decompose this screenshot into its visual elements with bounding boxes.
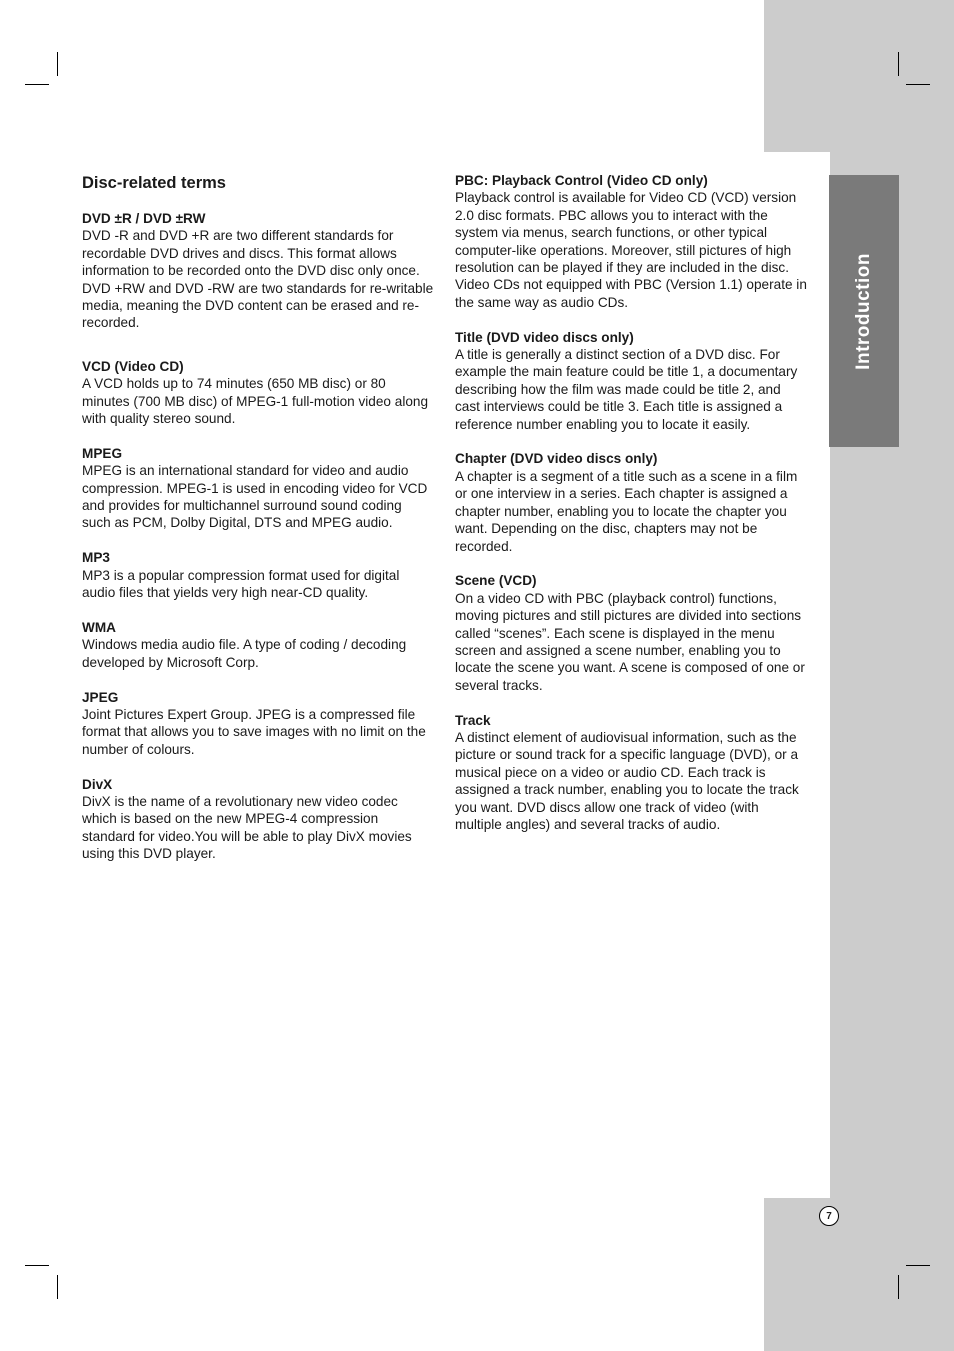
crop-mark <box>898 1275 899 1299</box>
term-body: A title is generally a distinct section of a DVD disc. For example the main feature could be title 1, a documentary describing how the film was made could be title 2, and cast interviews could be title 3. Each title is assigned a reference number enabling you to locate it easily. <box>455 347 798 432</box>
crop-mark <box>25 84 49 85</box>
term-body: MPEG is an international standard for video and audio compression. MPEG-1 is used in encoding video for VCD and provides for multichannel surround sound coding such as PCM, Dolby Digital, DTS and MPEG audio. <box>82 463 428 531</box>
crop-mark <box>57 52 58 76</box>
crop-mark <box>57 1275 58 1299</box>
term-wma <box>82 619 434 671</box>
term-dvd-r-rw <box>82 210 434 332</box>
term-pbc <box>455 172 807 311</box>
term-title: VCD (Video CD) <box>82 358 184 374</box>
crop-mark <box>906 84 930 85</box>
term-chapter <box>455 450 807 554</box>
term-scene <box>455 572 807 694</box>
term-track <box>455 712 807 834</box>
right-column <box>455 172 807 851</box>
term-mp3 <box>82 549 434 601</box>
term-title: DivX <box>82 776 113 792</box>
term-title: Scene (VCD) <box>455 573 537 589</box>
section-tab-label-wrap <box>829 175 899 447</box>
term-title: PBC: Playback Control (Video CD only) <box>455 173 708 188</box>
term-title-dvd <box>455 329 807 433</box>
term-body: A distinct element of audiovisual information, such as the picture or sound track for a specific language (DVD), or a musical piece on a video or audio CD. Each track is assigned a track number, enabling you to locate the track you want. DVD discs allow one track of video (with multiple angles) and several tracks of audio. <box>455 729 799 832</box>
term-body: On a video CD with PBC (playback control) functions, moving pictures and still pictures are divided into sections called “scenes”. Each scene is displayed in the menu screen and assigned a scene number, enabling you to locate the scene you want. A scene is composed of one or several tracks. <box>455 590 805 693</box>
section-tab-label: Introduction <box>853 252 874 370</box>
term-body: Windows media audio file. A type of coding / decoding developed by Microsoft Corp. <box>82 637 407 670</box>
page-number: 7 <box>819 1206 839 1226</box>
section-title: Disc-related terms <box>82 174 226 192</box>
term-body: Playback control is available for Video CD (VCD) version 2.0 disc formats. PBC allows you to interact with the system via menus, search functions, or other typical computer-like operations. Moreover, still pictures of high resolution can be played if they are included in the disc. Video CDs not equipped with PBC (Version 1.1) operate in the same way as audio CDs. <box>455 190 807 310</box>
term-jpeg <box>82 689 434 759</box>
term-body: A VCD holds up to 74 minutes (650 MB disc) or 80 minutes (700 MB disc) of MPEG-1 full-motion video along with quality stereo sound. <box>82 376 429 427</box>
term-title: Chapter (DVD video discs only) <box>455 451 658 467</box>
crop-mark <box>906 1265 930 1266</box>
left-column <box>82 172 434 880</box>
term-title: MP3 <box>82 550 110 566</box>
term-title: Title (DVD video discs only) <box>455 329 634 345</box>
term-body: Joint Pictures Expert Group. JPEG is a compressed file format that allows you to save images with no limit on the number of colours. <box>82 706 426 757</box>
term-body: A chapter is a segment of a title such as a scene in a film or one interview in a series. Each chapter is assigned a chapter number, enabling you to locate the chapter you want. Depending on the disc, chapters may not be recorded. <box>455 468 798 554</box>
term-title: Track <box>455 712 491 728</box>
term-body: DivX is the name of a revolutionary new video codec which is based on the new MPEG-4 compression standard for video.You will be able to play DivX movies using this DVD player. <box>82 793 412 862</box>
term-divx <box>82 776 434 863</box>
term-body: MP3 is a popular compression format used for digital audio files that yields very high near-CD quality. <box>82 567 400 601</box>
term-mpeg <box>82 445 434 532</box>
term-title: DVD ±R / DVD ±RW <box>82 211 206 226</box>
term-title: WMA <box>82 619 116 635</box>
term-body: DVD -R and DVD +R are two different standards for recordable DVD drives and discs. This format allows information to be recorded onto the DVD disc only once. DVD +RW and DVD -RW are two standards for re-writable media, meaning the DVD content can be erased and re-recorded. <box>82 228 434 331</box>
term-title: JPEG <box>82 689 119 705</box>
crop-mark <box>898 52 899 76</box>
crop-mark <box>25 1265 49 1266</box>
term-title: MPEG <box>82 445 123 461</box>
term-vcd <box>82 358 434 428</box>
